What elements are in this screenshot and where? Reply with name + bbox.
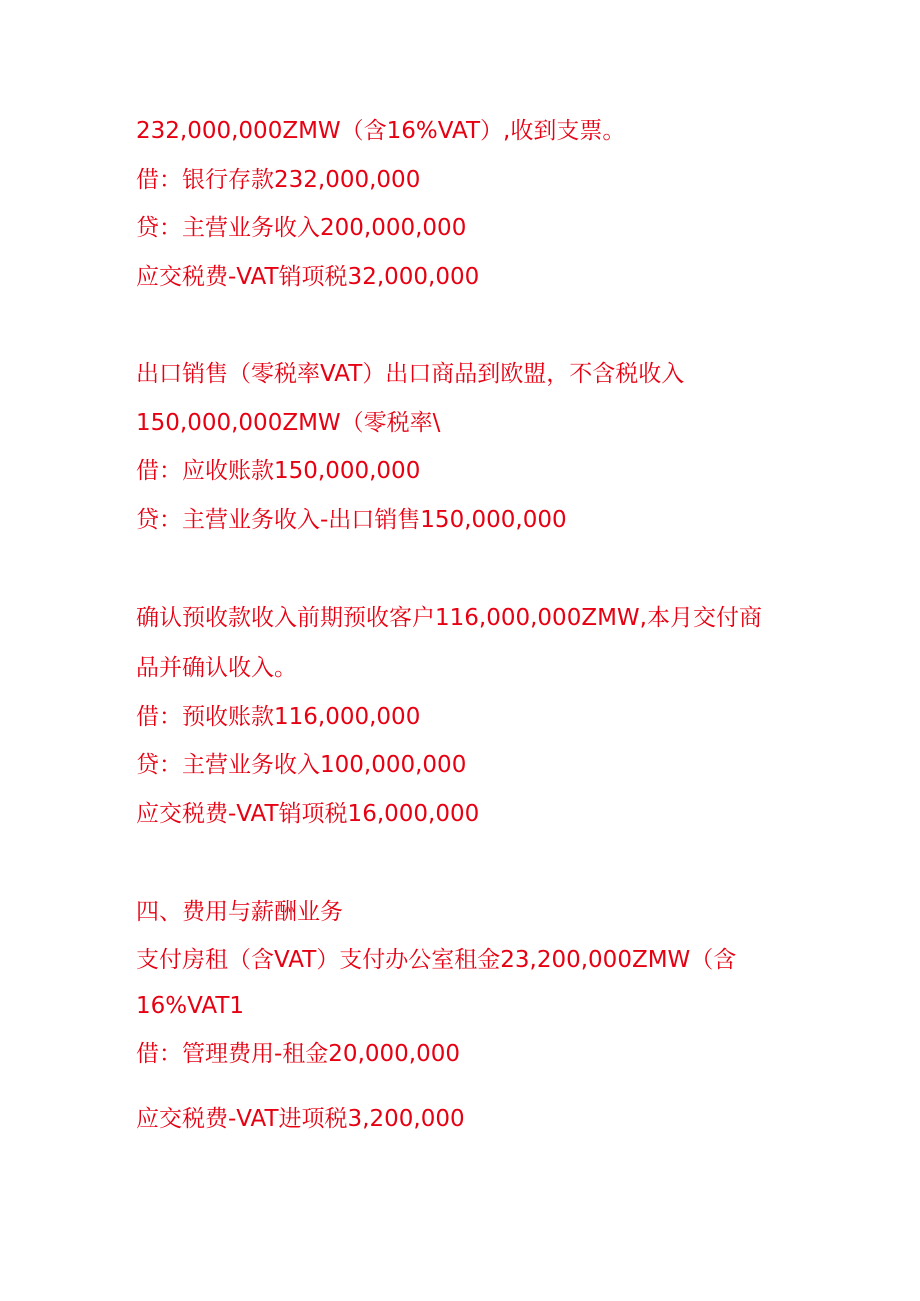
text-line: 16%VAT1 bbox=[136, 993, 245, 1019]
text-line: 应交税费-VAT销项税16,000,000 bbox=[136, 801, 480, 827]
section-heading: 四、费用与薪酬业务 bbox=[136, 899, 343, 925]
text-line: 贷：主营业务收入200,000,000 bbox=[136, 215, 467, 241]
text-line: 应交税费-VAT进项税3,200,000 bbox=[136, 1106, 465, 1132]
text-line: 借：管理费用-租金20,000,000 bbox=[136, 1041, 460, 1067]
text-line: 应交税费-VAT销项税32,000,000 bbox=[136, 264, 480, 290]
text-line: 借：银行存款232,000,000 bbox=[136, 167, 421, 193]
text-line: 150,000,000ZMW（零税率\ bbox=[136, 410, 441, 436]
text-line: 借：应收账款150,000,000 bbox=[136, 458, 421, 484]
text-line: 确认预收款收入前期预收客户116,000,000ZMW,本月交付商 bbox=[136, 605, 762, 631]
text-line: 出口销售（零税率VAT）出口商品到欧盟，不含税收入 bbox=[136, 361, 685, 387]
text-line: 支付房租（含VAT）支付办公室租金23,200,000ZMW（含 bbox=[136, 947, 737, 973]
text-line: 贷：主营业务收入100,000,000 bbox=[136, 752, 467, 778]
text-line: 贷：主营业务收入-出口销售150,000,000 bbox=[136, 507, 567, 533]
text-line: 品并确认收入。 bbox=[136, 655, 297, 681]
text-line: 232,000,000ZMW（含16%VAT）,收到支票。 bbox=[136, 118, 626, 144]
text-line: 借：预收账款116,000,000 bbox=[136, 704, 421, 730]
